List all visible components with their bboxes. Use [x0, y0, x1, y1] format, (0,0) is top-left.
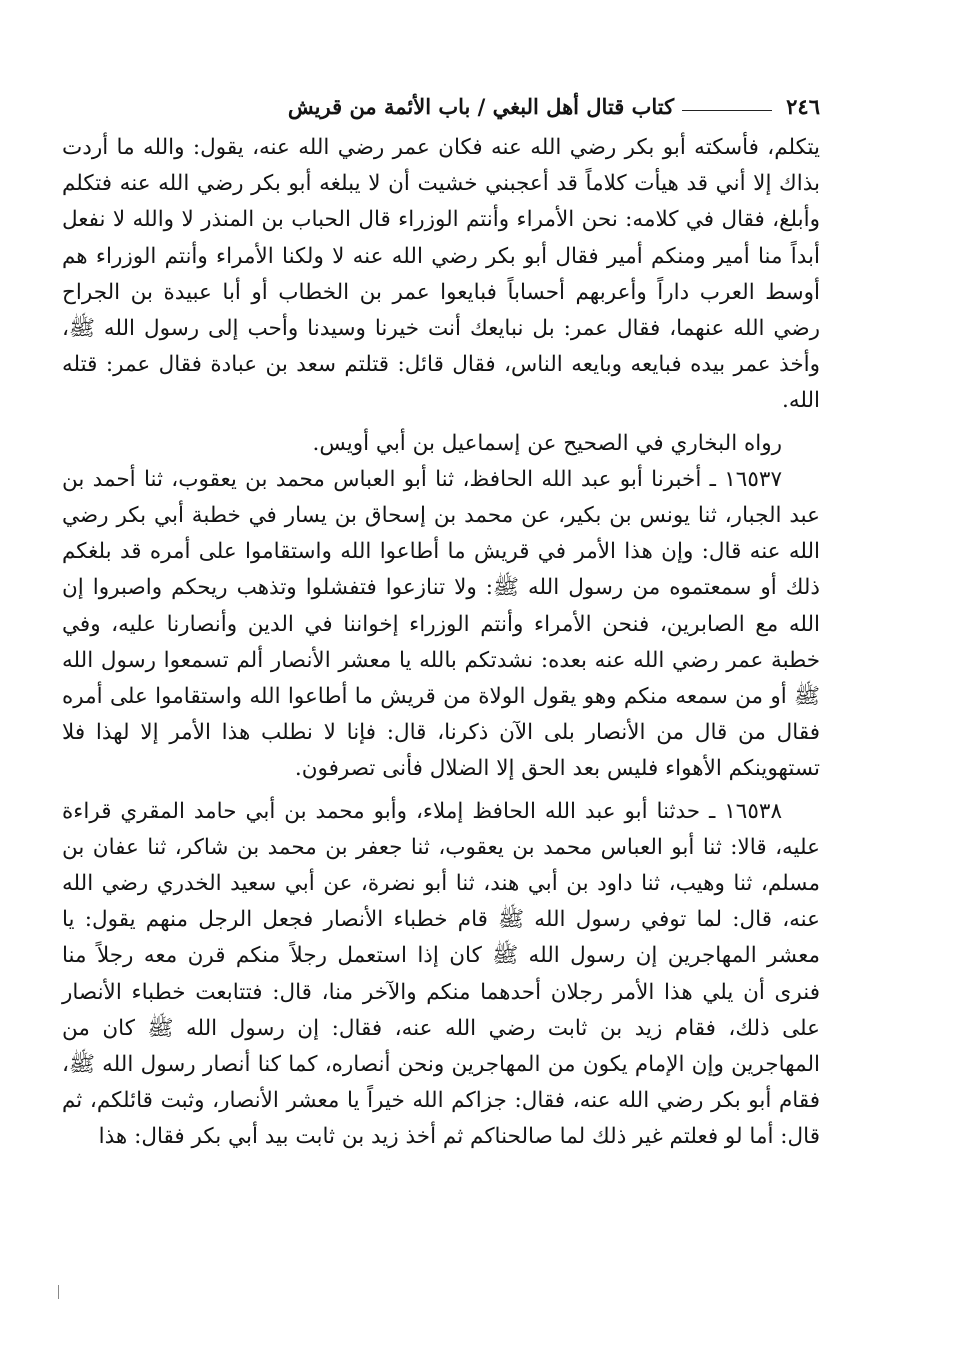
- body-text: [62, 130, 820, 1156]
- paragraph-hadith-16537: ١٦٥٣٧ ـ أخبرنا أبو عبد الله الحافظ، ثنا أبو العباس محمد بن يعقوب، ثنا أحمد بن عبد الجبار، ثنا يونس بن بكير، عن محمد بن إسحاق بن يسار في خطبة أبي بكر رضي الله عنه قال: وإن هذا الأمر في قريش ما أطاعوا الله واستقاموا على أمره قد بلغكم ذلك أو سمعتموه من رسول الله ﷺ: ولا تنازعوا فتفشلوا وتذهب ريحكم واصبروا إن الله مع الصابرين، فنحن الأمراء وأنتم الوزراء إخواننا في الدين وأنصارنا عليه، وفي خطبة عمر رضي الله عنه بعده: نشدتكم بالله يا معشر الأنصار ألم تسمعوا رسول الله ﷺ أو من سمعه منكم وهو يقول الولاة من قريش ما أطاعوا الله واستقاموا على أمره فقال من قال من الأنصار بلى الآن ذكرنا، قال: فإنا لا نطلب هذا الأمر إلا لهذا فلا تستهوينكم الأهواء فليس بعد الحق إلا الضلال فأنى تصرفون.: [62, 466, 820, 782]
- book-page: [62, 86, 820, 1156]
- paragraph-continuation: يتكلم، فأسكته أبو بكر رضي الله عنه فكان عمر رضي الله عنه، يقول: والله ما أردت بذاك إلا أني قد هيأت كلاماً قد أعجبني خشيت أن لا يبلغه أبو بكر رضي الله عنه فتكلم وأبلغ، فقال في كلامه: نحن الأمراء وأنتم الوزراء قال الحباب بن المنذر لا والله لا نفعل أبداً منا أمير ومنكم أمير فقال أبو بكر رضي الله عنه لا ولكنا الأمراء وأنتم الوزراء هم أوسط العرب داراً وأعربهم أحساباً فبايعوا عمر بن الخطاب أو أبا عبيدة بن الجراح رضي الله عنهما، فقال عمر: بل نبايعك أنت خيرنا وسيدنا وأحب إلى رسول الله ﷺ، وأخذ عمر بيده فبايعه وبايعه الناس، فقال قائل: قتلتم سعد بن عبادة فقال عمر: قتله الله.: [62, 135, 820, 414]
- running-title: كتاب قتال أهل البغي / باب الأئمة من قريش: [287, 93, 675, 119]
- margin-mark: [58, 1285, 59, 1299]
- page-number: ٢٤٦: [786, 93, 820, 119]
- running-header: [62, 86, 820, 126]
- paragraph-attribution: رواه البخاري في الصحيح عن إسماعيل بن أبي أويس.: [312, 430, 782, 456]
- paragraph-hadith-16538: ١٦٥٣٨ ـ حدثنا أبو عبد الله الحافظ إملاء، وأبو محمد بن أبي حامد المقري قراءة عليه، قالا: ثنا أبو العباس محمد بن يعقوب، ثنا جعفر بن محمد بن شاكر، ثنا عفان بن مسلم، ثنا وهيب، ثنا داود بن أبي هند، ثنا أبو نضرة، عن أبي سعيد الخدري رضي الله عنه، قال: لما توفي رسول الله ﷺ قام خطباء الأنصار فجعل الرجل منهم يقول: يا معشر المهاجرين إن رسول الله ﷺ كان إذا استعمل رجلاً منكم قرن معه رجلاً منا فنرى أن يلي هذا الأمر رجلان أحدهما منكم والآخر منا، قال: فتتابعت خطباء الأنصار على ذلك، فقام زيد بن ثابت رضي الله عنه، فقال: إن رسول الله ﷺ كان من المهاجرين وإن الإمام يكون من المهاجرين ونحن أنصاره، كما كنا أنصار رسول الله ﷺ، فقام أبو بكر رضي الله عنه، فقال: جزاكم الله خيراً يا معشر الأنصار، وثبت قائلكم، ثم قال: أما لو فعلتم غير ذلك لما صالحناكم ثم أخذ زيد بن ثابت بيد أبي بكر فقال: هذا: [62, 798, 820, 1150]
- header-rule: [682, 110, 772, 111]
